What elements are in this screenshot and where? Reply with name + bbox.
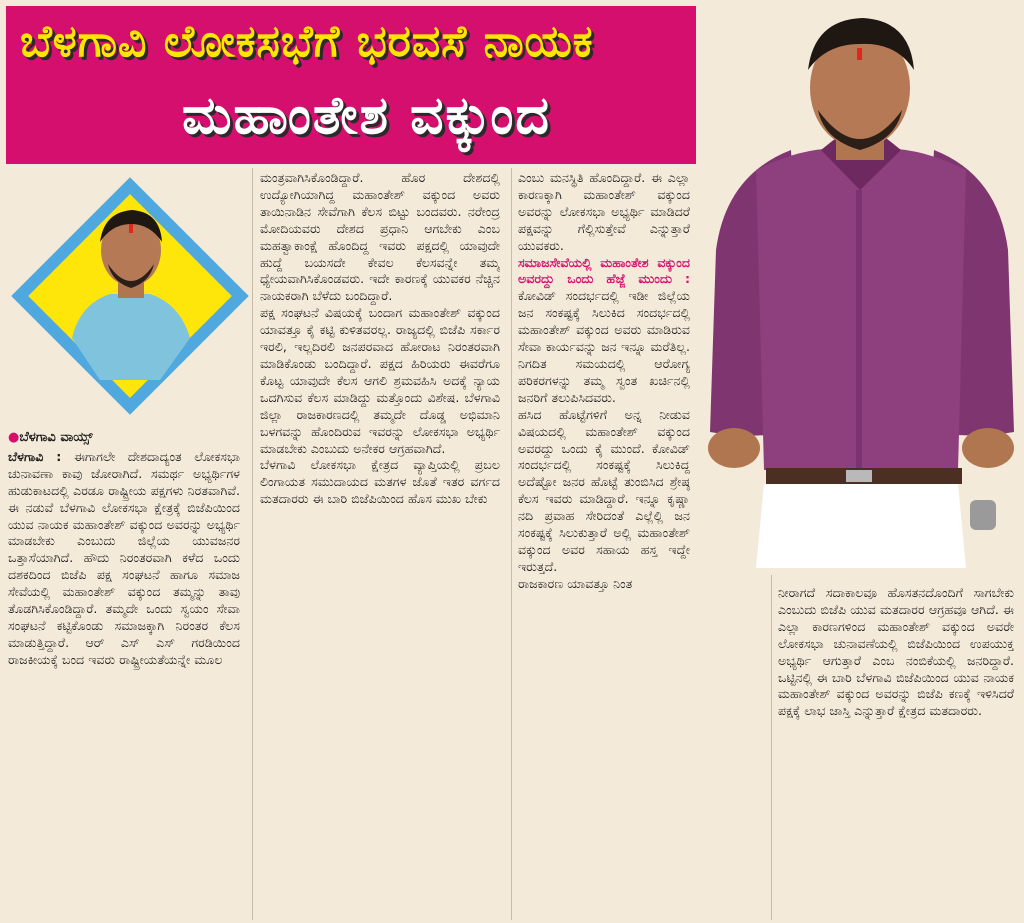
subheading: ಸಮಾಜಸೇವೆಯಲ್ಲಿ ಮಹಾಂತೇಶ ವಕ್ಕುಂದ ಅವರದ್ದು ಒಂದು ಹೆಜ್ಜೆ ಮುಂದು : xyxy=(518,254,690,287)
candidate-photo-small xyxy=(10,176,250,416)
byline: ●ಬೆಳಗಾವಿ ವಾಯ್ಸ್ xyxy=(8,430,93,445)
paragraph: ಕೋವಿಡ್ ಸಂದರ್ಭದಲ್ಲಿ ಇಡೀ ಜಿಲ್ಲೆಯ ಜನ ಸಂಕಷ್ಟಕ್ಕೆ ಸಿಲುಕಿದ ಸಂದರ್ಭದಲ್ಲಿ ಮಹಾಂತೇಶ್ ವಕ್ಕುಂದ ಅವರು ಮಾಡಿರುವ ಸೇವಾ ಕಾರ್ಯವನ್ನು ಜನ ಇನ್ನೂ ಮರೆತಿಲ್ಲ. ನಿಗದಿತ ಸಮಯದಲ್ಲಿ ಆರೋಗ್ಯ ಪರಿಕರಗಳನ್ನು ತಮ್ಮ ಸ್ವಂತ ಖರ್ಚಿನಲ್ಲಿ ಜನರಿಗೆ ತಲುಪಿಸಿದವರು. xyxy=(518,288,690,405)
paragraph: ನೀರಾಗದೆ ಸದಾಕಾಲವೂ ಹೊಸತನದೊಂದಿಗೆ ಸಾಗಬೇಕು ಎಂಬುದು ಬಿಜೆಪಿ ಯುವ ಮತದಾರರ ಆಗ್ರಹವೂ ಆಗಿದೆ. ಈ ಎಲ್ಲಾ ಕಾರಣಗಳಿಂದ ಮಹಾಂತೇಶ್ ವಕ್ಕುಂದ ಅವರೇ ಲೋಕಸಭಾ ಚುನಾವಣೆಯಲ್ಲಿ ಬಿಜೆಪಿಯಿಂದ ಉಪಯುಕ್ತ ಅಭ್ಯರ್ಥಿ ಆಗುತ್ತಾರೆ ಎಂಬ ನಂಬಿಕೆಯಲ್ಲಿ ಜನರಿದ್ದಾರೆ. ಒಟ್ಟಿನಲ್ಲಿ ಈ ಬಾರಿ ಬೆಳಗಾವಿ ಬಿಜೆಪಿಯಿಂದ ಯುವ ನಾಯಕ ಮಹಾಂತೇಶ್ ವಕ್ಕುಂದ ಅವರನ್ನು ಬಿಜೆಪಿ ಕಣಕ್ಕೆ ಇಳಿಸಿದರೆ ಪಕ್ಷಕ್ಕೆ ಲಾಭ ಜಾಸ್ತಿ ಎನ್ನುತ್ತಾರೆ ಕ್ಷೇತ್ರದ ಮತದಾರರು. xyxy=(778,585,1014,719)
candidate-name: ಮಹಾಂತೇಶ ವಕ್ಕುಂದ xyxy=(182,86,551,146)
paragraph: ಪಕ್ಷ ಸಂಘಟನೆ ವಿಷಯಕ್ಕೆ ಬಂದಾಗ ಮಹಾಂತೇಶ್ ವಕ್ಕುಂದ ಯಾವತ್ತೂ ಕೈ ಕಟ್ಟಿ ಕುಳಿತವರಲ್ಲ. ರಾಜ್ಯದಲ್ಲಿ ಬಿಜೆಪಿ ಸರ್ಕಾರ ಇರಲಿ, ಇಲ್ಲದಿರಲಿ ಜನಪರವಾದ ಹೋರಾಟ ನಿರಂತರವಾಗಿ ಮಾಡಿಕೊಂಡು ಬಂದಿದ್ದಾರೆ. ಪಕ್ಷದ ಹಿರಿಯರು ಈವರೆಗೂ ಕೊಟ್ಟ ಯಾವುದೇ ಕೆಲಸ ಆಗಲಿ ಶ್ರಮವಹಿಸಿ ಅದಕ್ಕೆ ನ್ಯಾಯ ಒದಗಿಸುವ ಕೆಲಸ ಮಾಡಿದ್ದು ಮತ್ತೊಂದು ವಿಶೇಷ. ಬೆಳಗಾವಿ ಜಿಲ್ಲಾ ರಾಜಕಾರಣದಲ್ಲಿ ತಮ್ಮದೇ ದೊಡ್ಡ ಅಭಿಮಾನಿ ಬಳಗವನ್ನು ಹೊಂದಿರುವ ಇವರನ್ನು ಲೋಕಸಭಾ ಅಭ್ಯರ್ಥಿ ಮಾಡಬೇಕು ಎಂಬುದು ಅನೇಕರ ಆಗ್ರಹವಾಗಿದೆ. xyxy=(260,305,500,456)
article-column-2 xyxy=(260,170,500,920)
paragraph: ಹಸಿದ ಹೊಟ್ಟೆಗಳಿಗೆ ಅನ್ನ ನೀಡುವ ವಿಷಯದಲ್ಲಿ ಮಹಾಂತೇಶ್ ವಕ್ಕುಂದ ಅವರದ್ದು ಒಂದು ಕೈ ಮುಂದೆ. ಕೋವಿಡ್ ಸಂದರ್ಭದಲ್ಲಿ ಸಂಕಷ್ಟಕ್ಕೆ ಸಿಲುಕಿದ್ದ ಅದೆಷ್ಟೋ ಜನರ ಹೊಟ್ಟೆ ತುಂಬಿಸಿದ ಶ್ರೇಷ್ಠ ಕೆಲಸ ಇವರು ಮಾಡಿದ್ದಾರೆ. ಇನ್ನೂ ಕೃಷ್ಣಾ ನದಿ ಪ್ರವಾಹ ಸೇರಿದಂತೆ ಎಲ್ಲೆಲ್ಲಿ ಜನ ಸಂಕಷ್ಟಕ್ಕೆ ಸಿಲುಕುತ್ತಾರೆ ಅಲ್ಲಿ ಮಹಾಂತೇಶ್ ವಕ್ಕುಂದ ಅವರ ಸಹಾಯ ಹಸ್ತ ಇದ್ದೇ ಇರುತ್ತದೆ. xyxy=(518,406,690,574)
paragraph: ಮಂತ್ರವಾಗಿಸಿಕೊಂಡಿದ್ದಾರೆ. ಹೊರ ದೇಶದಲ್ಲಿ ಉದ್ಯೋಗಿಯಾಗಿದ್ದ ಮಹಾಂತೇಶ್ ವಕ್ಕುಂದ ಅವರು ತಾಯಿನಾಡಿನ ಸೇವೆಗಾಗಿ ಕೆಲಸ ಬಿಟ್ಟು ಬಂದವರು. ನರೇಂದ್ರ ಮೋದಿಯವರು ದೇಶದ ಪ್ರಧಾನಿ ಆಗಬೇಕು ಎಂಬ ಮಹತ್ವಾಕಾಂಕ್ಷೆ ಹೊಂದಿದ್ದ ಇವರು ಪಕ್ಷದಲ್ಲಿ ಯಾವುದೇ ಹುದ್ದೆ ಬಯಸದೇ ಕೇವಲ ಕೆಲಸವನ್ನೇ ತಮ್ಮ ಧ್ಯೇಯವಾಗಿಸಿಕೊಂಡವರು. ಇದೇ ಕಾರಣಕ್ಕೆ ಯುವಕರ ನೆಚ್ಚಿನ ನಾಯಕರಾಗಿ ಬೆಳೆದು ಬಂದಿದ್ದಾರೆ. xyxy=(260,170,500,304)
headline: ಬೆಳಗಾವಿ ಲೋಕಸಭೆಗೆ ಭರವಸೆ ನಾಯಕ xyxy=(20,16,594,67)
byline-text: ಬೆಳಗಾವಿ ವಾಯ್ಸ್ xyxy=(19,430,93,445)
dateline: ಬೆಳಗಾವಿ : xyxy=(8,448,62,464)
column-rule xyxy=(252,168,253,920)
article-column-4 xyxy=(778,585,1014,915)
article-column-1 xyxy=(8,430,240,920)
candidate-photo-large xyxy=(696,0,1024,568)
column-rule xyxy=(771,575,772,920)
column-1-text: ಈಗಾಗಲೇ ದೇಶದಾದ್ಯಂತ ಲೋಕಸಭಾ ಚುನಾವಣಾ ಕಾವು ಜೋರಾಗಿದೆ. ಸಮರ್ಥ ಅಭ್ಯರ್ಥಿಗಳ ಹುಡುಕಾಟದಲ್ಲಿ ಎರಡೂ ರಾಷ್ಟ್ರೀಯ ಪಕ್ಷಗಳು ನಿರತವಾಗಿವೆ. ಈ ನಡುವೆ ಬೆಳಗಾವಿ ಲೋಕಸಭಾ ಕ್ಷೇತ್ರಕ್ಕೆ ಬಿಜೆಪಿಯಿಂದ ಯುವ ನಾಯಕ ಮಹಾಂತೇಶ್ ವಕ್ಕುಂದ ಅವರನ್ನು ಅಭ್ಯರ್ಥಿ ಮಾಡಬೇಕು ಎಂಬುದು ಜಿಲ್ಲೆಯ ಯುವಜನರ ಒತ್ತಾಸೆಯಾಗಿದೆ. ಹೌದು ನಿರಂತರವಾಗಿ ಕಳೆದ ಒಂದು ದಶಕದಿಂದ ಬಿಜೆಪಿ ಪಕ್ಷ ಸಂಘಟನೆ ಹಾಗೂ ಸಮಾಜ ಸೇವೆಯಲ್ಲಿ ಮಹಾಂತೇಶ್ ವಕ್ಕುಂದ ತಮ್ಮನ್ನು ತಾವು ತೊಡಗಿಸಿಕೊಂಡಿದ್ದಾರೆ. ತಮ್ಮದೇ ಒಂದು ಸ್ವಯಂ ಸೇವಾ ಸಂಘಟನೆ ಕಟ್ಟಿಕೊಂಡು ಸಮಾಜಕ್ಕಾಗಿ ನಿರಂತರ ಕೆಲಸ ಮಾಡುತ್ತಿದ್ದಾರೆ. ಆರ್ ಎಸ್ ಎಸ್ ಗರಡಿಯಿಂದ ರಾಜಕೀಯಕ್ಕೆ ಬಂದ ಇವರು ರಾಷ್ಟ್ರೀಯತೆಯನ್ನೇ ಮೂಲ xyxy=(8,448,240,667)
column-rule xyxy=(511,168,512,920)
article-column-3 xyxy=(518,170,690,920)
paragraph: ಬೆಳಗಾವಿ ಲೋಕಸಭಾ ಕ್ಷೇತ್ರದ ವ್ಯಾಪ್ತಿಯಲ್ಲಿ ಪ್ರಬಲ ಲಿಂಗಾಯತ ಸಮುದಾಯದ ಮತಗಳ ಜೊತೆ ಇತರ ವರ್ಗದ ಮತದಾರರು ಈ ಬಾರಿ ಬಿಜೆಪಿಯಿಂದ ಹೊಸ ಮುಖ ಬೇಕು xyxy=(260,457,500,507)
paragraph: ಎಂಬು ಮನಸ್ಥಿತಿ ಹೊಂದಿದ್ದಾರೆ. ಈ ಎಲ್ಲಾ ಕಾರಣಕ್ಕಾಗಿ ಮಹಾಂತೇಶ್ ವಕ್ಕುಂದ ಅವರನ್ನು ಲೋಕಸಭಾ ಅಭ್ಯರ್ಥಿ ಮಾಡಿದರೆ ಪಕ್ಷವನ್ನು ಗೆಲ್ಲಿಸುತ್ತೇವೆ ಎನ್ನುತ್ತಾರೆ ಯುವಕರು. xyxy=(518,170,690,253)
paragraph: ರಾಜಕಾರಣ ಯಾವತ್ತೂ ನಿಂತ xyxy=(518,575,633,591)
